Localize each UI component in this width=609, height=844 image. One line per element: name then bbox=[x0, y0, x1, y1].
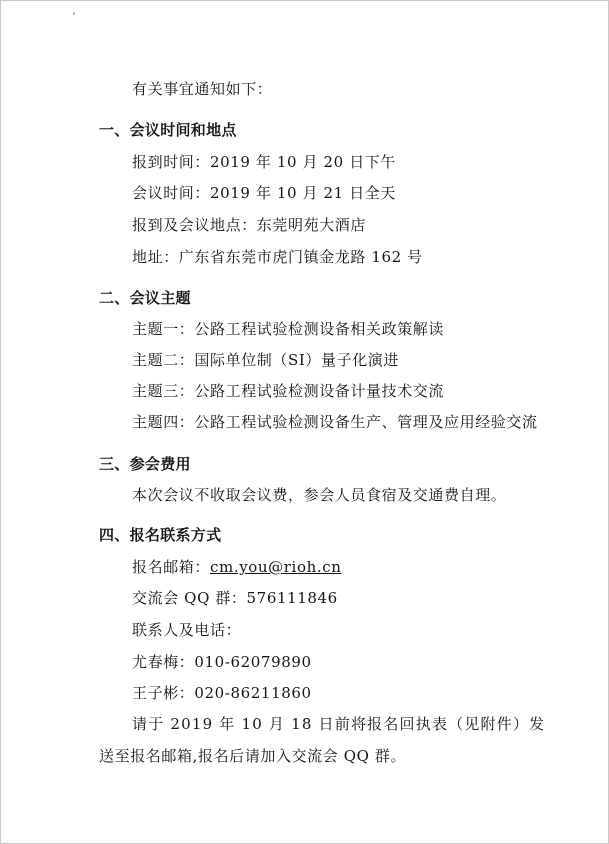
registration-email-label: 报名邮箱： bbox=[132, 558, 211, 576]
section-heading-schedule: 一、会议时间和地点 bbox=[99, 121, 237, 139]
registration-email-line bbox=[132, 556, 341, 577]
topic-3: 主题三：公路工程试验检测设备计量技术交流 bbox=[132, 382, 445, 400]
contacts-label: 联系人及电话： bbox=[132, 621, 242, 639]
registration-email-link[interactable]: cm.you@rioh.cn bbox=[210, 558, 342, 576]
closing-line-1: 请于 2019 年 10 月 18 日前将报名回执表（见附件）发 bbox=[132, 715, 546, 733]
section-heading-contact: 四、报名联系方式 bbox=[99, 526, 222, 544]
topic-2: 主题二：国际单位制（SI）量子化演进 bbox=[132, 351, 400, 369]
fee-note: 本次会议不收取会议费，参会人员食宿及交通费自理。 bbox=[132, 486, 507, 504]
section-heading-fees: 三、参会费用 bbox=[99, 455, 191, 473]
meeting-venue: 报到及会议地点：东莞明苑大酒店 bbox=[132, 216, 367, 234]
closing-line-2: 送至报名邮箱,报名后请加入交流会 QQ 群。 bbox=[99, 747, 407, 765]
topic-1: 主题一：公路工程试验检测设备相关政策解读 bbox=[132, 320, 445, 338]
scan-mark bbox=[73, 12, 75, 15]
meeting-time: 会议时间：2019 年 10 月 21 日全天 bbox=[132, 184, 396, 202]
intro-text: 有关事宜通知如下： bbox=[132, 80, 273, 98]
topic-4: 主题四：公路工程试验检测设备生产、管理及应用经验交流 bbox=[132, 413, 538, 431]
contact-you-chunmei: 尤春梅：010-62079890 bbox=[132, 653, 312, 671]
qq-group: 交流会 QQ 群：576111846 bbox=[132, 589, 338, 607]
checkin-time: 报到时间：2019 年 10 月 20 日下午 bbox=[132, 153, 396, 171]
section-heading-topics: 二、会议主题 bbox=[99, 289, 191, 307]
venue-address: 地址：广东省东莞市虎门镇金龙路 162 号 bbox=[132, 248, 423, 266]
contact-wang-zibin: 王子彬：020-86211860 bbox=[132, 684, 312, 702]
